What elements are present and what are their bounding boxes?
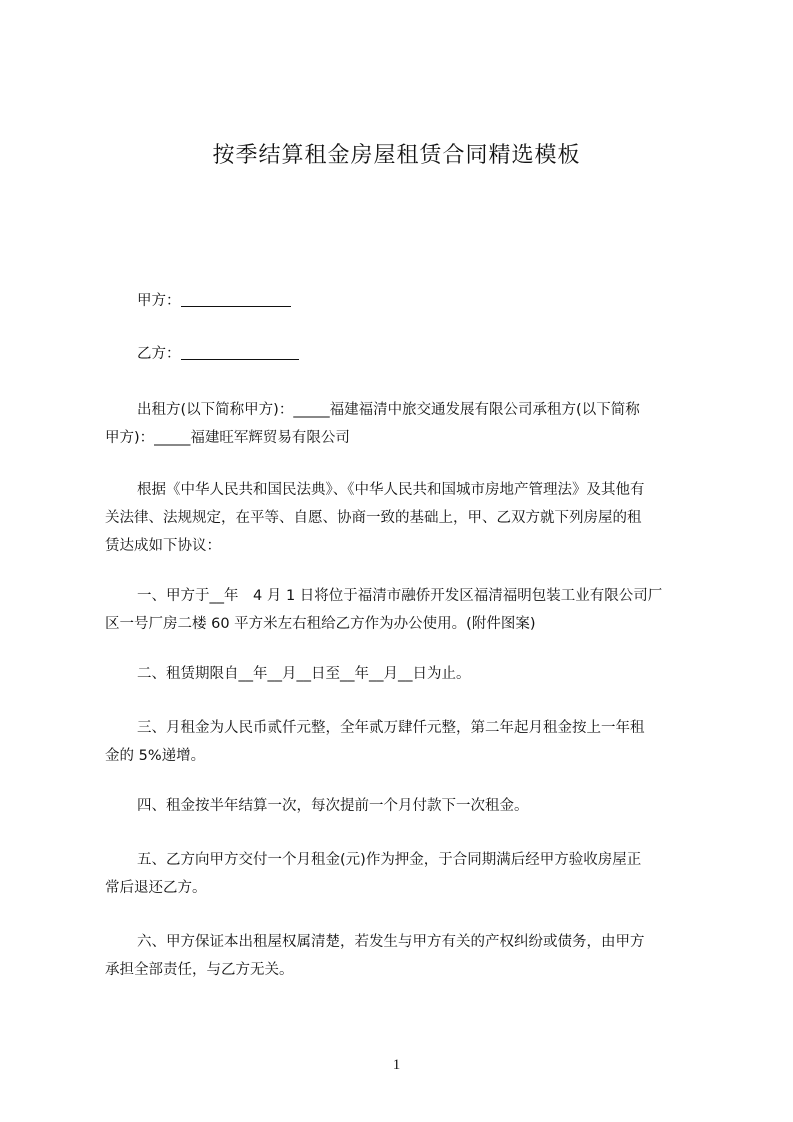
party-b-blank: [181, 345, 299, 360]
party-a-blank: [181, 292, 291, 307]
lessor-line-2: 甲方)：_____福建旺军辉贸易有限公司: [105, 430, 350, 446]
party-b-line: [105, 340, 701, 368]
page-number: 1: [392, 1057, 401, 1073]
clause-2-line-1: 二、租赁期限自__年__月__日至__年__月__日为止。: [137, 666, 471, 682]
lessor-paragraph: [105, 396, 701, 452]
clause-6-line-1: 六、甲方保证本出租屋权属清楚，若发生与甲方有关的产权纠纷或债务，由甲方: [137, 934, 645, 950]
clause-3-line-2: 金的 5%递增。: [105, 748, 206, 764]
clause-1: [105, 582, 701, 638]
clause-6: [105, 928, 701, 984]
clause-1-line-2: 区一号厂房二楼 60 平方米左右租给乙方作为办公使用。(附件图案): [105, 616, 536, 632]
clause-3: [105, 714, 701, 770]
clause-6-line-2: 承担全部责任，与乙方无关。: [105, 962, 294, 978]
basis-line-3: 赁达成如下协议：: [105, 538, 221, 554]
clause-4-line-1: 四、租金按半年结算一次，每次提前一个月付款下一次租金。: [137, 798, 529, 814]
clause-2: [105, 660, 701, 688]
clause-5-line-1: 五、乙方向甲方交付一个月租金(元)作为押金，于合同期满后经甲方验收房屋正: [137, 852, 642, 868]
lessor-line-1: 出租方(以下简称甲方)：_____福建福清中旅交通发展有限公司承租方(以下简称: [137, 402, 640, 418]
clause-1-line-1: 一、甲方于__年 4 月 1 日将位于福清市融侨开发区福清福明包装工业有限公司厂: [137, 588, 663, 604]
clause-3-line-1: 三、月租金为人民币贰仟元整，全年贰万肆仟元整，第二年起月租金按上一年租: [137, 720, 645, 736]
basis-paragraph: [105, 476, 701, 560]
basis-line-2: 关法律、法规规定，在平等、自愿、协商一致的基础上，甲、乙双方就下列房屋的租: [105, 510, 642, 526]
clause-5-line-2: 常后退还乙方。: [105, 880, 207, 896]
document-title: 按季结算租金房屋租赁合同精选模板: [212, 143, 581, 168]
basis-line-1: 根据《中华人民共和国民法典》、《中华人民共和国城市房地产管理法》及其他有: [137, 482, 645, 498]
party-a-line: [105, 287, 701, 315]
clause-5: [105, 846, 701, 902]
clause-4: [105, 792, 701, 820]
party-a-label: 甲方：: [137, 293, 181, 309]
party-b-label: 乙方：: [137, 346, 181, 362]
